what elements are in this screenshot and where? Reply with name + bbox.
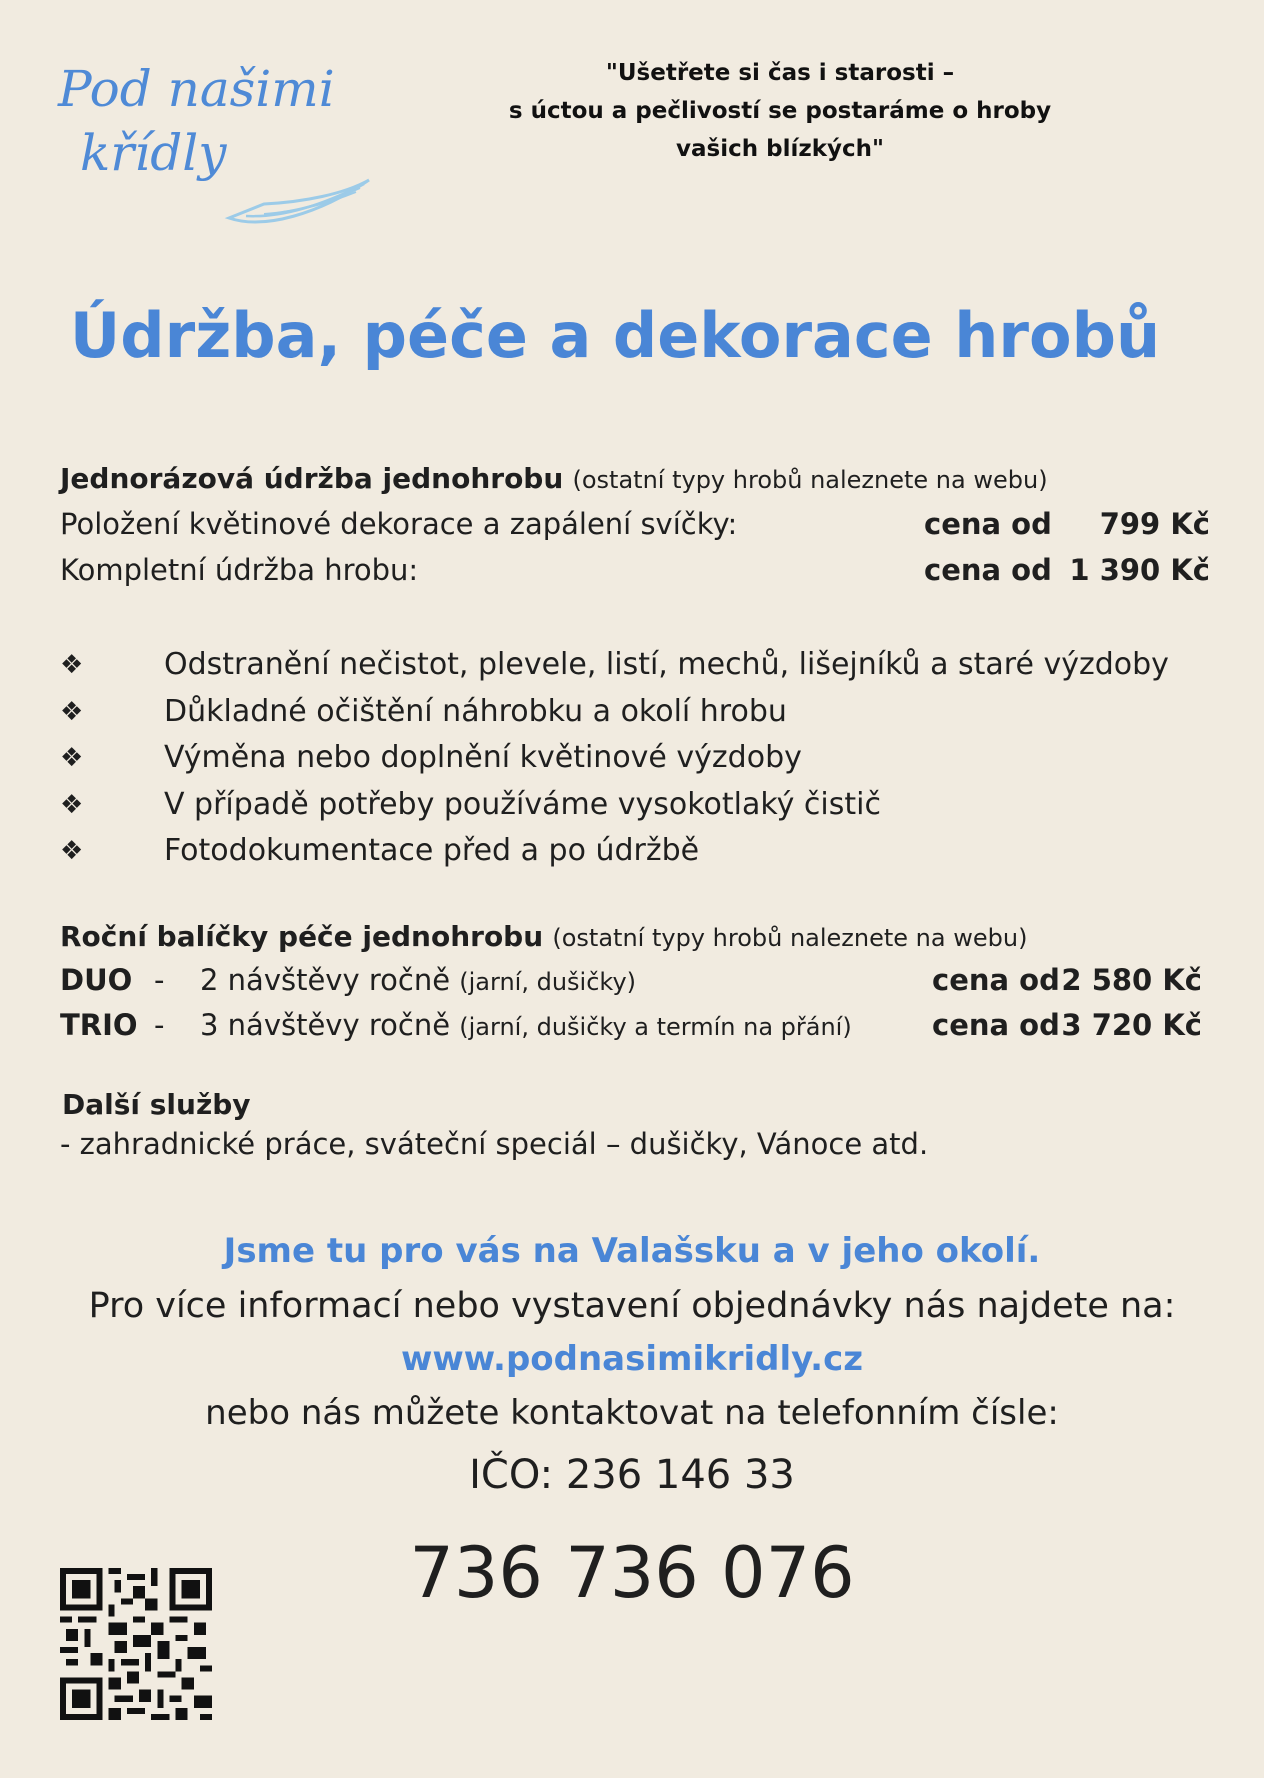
list-item-text: Výměna nebo doplnění květinové výzdoby [164,740,802,775]
price-row-label: Položení květinové dekorace a zapálení svíčky: [60,507,738,541]
region-text: Jsme tu pro vás na Valašsku a v jeho okolí. [223,1231,1041,1271]
package-code: DUO [60,963,133,997]
logo-line-1: Pod našimi [58,60,335,118]
price-label: cena od [924,553,1052,587]
logo-line-2: křídly [80,124,227,182]
list-item-text: Fotodokumentace před a po údržbě [164,833,700,868]
one-time-heading-row [60,458,1048,500]
other-services-heading-text: Další služby [62,1088,251,1121]
diamond-bullet-icon: ❖ [60,836,84,866]
price-value: 799 Kč [1099,507,1210,541]
list-item-text: Odstranění nečistot, plevele, listí, mechů, lišejníků a staré výzdoby [164,647,1169,682]
price-label: cena od [932,963,1060,997]
website-link[interactable]: www.podnasimikridly.cz [400,1339,864,1379]
diamond-bullet-icon: ❖ [60,650,84,680]
package-dash: - [154,1008,165,1042]
one-time-note: (ostatní typy hrobů naleznete na webu) [572,466,1048,494]
package-detail: (jarní, dušičky) [459,968,637,996]
package-row [60,1005,1202,1045]
price-label: cena od [932,1008,1060,1042]
list-item-text: V případě potřeby používáme vysokotlaký čistič [164,787,881,822]
info-text: Pro více informací nebo vystavení objednávky nás najdete na: [88,1286,1176,1326]
phone-intro: nebo nás můžete kontaktovat na telefonním čísle: [205,1393,1059,1433]
phone-number[interactable]: 736 736 076 [409,1532,855,1614]
other-services-heading [62,1084,251,1125]
slogan-line-2: s úctou a pečlivostí se postaráme o hroby [508,98,1052,124]
price-value: 3 720 Kč [1061,1008,1202,1042]
slogan-line-1: "Ušetřete si čas i starosti – [605,60,955,86]
package-description [200,1005,852,1047]
package-visits: 2 návštěvy ročně [200,963,451,997]
package-dash: - [154,963,165,997]
package-row [60,960,1202,1000]
list-item-text: Důkladné očištění náhrobku a okolí hrobu [164,694,787,729]
diamond-bullet-icon: ❖ [60,697,84,727]
annual-heading: Roční balíčky péče jednohrobu [60,920,544,953]
diamond-bullet-icon: ❖ [60,743,84,773]
price-value: 1 390 Kč [1069,553,1210,587]
annual-heading-row [60,916,1027,958]
price-row-label: Kompletní údržba hrobu: [60,553,419,587]
package-description [200,960,636,1002]
logo [56,56,336,196]
qr-code [60,1568,212,1720]
package-visits: 3 návštěvy ročně [200,1008,451,1042]
package-detail: (jarní, dušičky a termín na přání) [459,1013,852,1041]
slogan [500,54,1060,168]
price-value: 2 580 Kč [1061,963,1202,997]
other-services-text: - zahradnické práce, sváteční speciál – dušičky, Vánoce atd. [60,1127,929,1161]
slogan-line-3: vašich blízkých" [676,136,884,162]
page-title: Údržba, péče a dekorace hrobů [69,299,1161,372]
annual-note: (ostatní typy hrobů naleznete na webu) [552,924,1028,952]
wing-icon [224,174,374,234]
price-row [60,504,1210,544]
price-label: cena od [924,507,1052,541]
package-code: TRIO [60,1008,138,1042]
price-row [60,550,1210,590]
ico-text: IČO: 236 146 33 [469,1452,795,1498]
one-time-heading: Jednorázová údržba jednohrobu [60,462,564,495]
diamond-bullet-icon: ❖ [60,790,84,820]
